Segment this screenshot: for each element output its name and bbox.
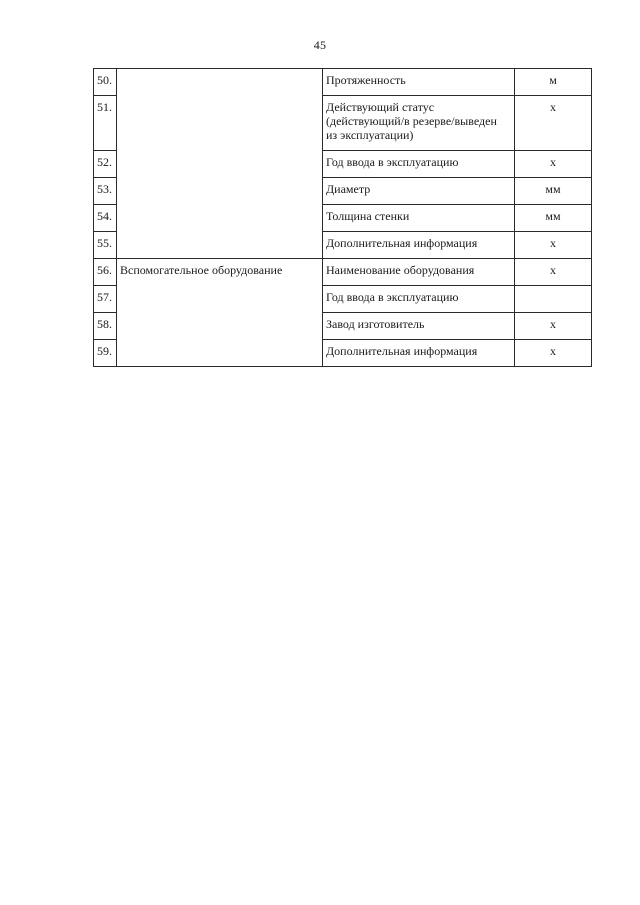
row-number: 50. bbox=[94, 69, 117, 96]
row-number: 55. bbox=[94, 232, 117, 259]
field-name: Завод изготовитель bbox=[323, 313, 515, 340]
field-name: Действующий статус (действующий/в резерве/выведен из эксплуатации) bbox=[323, 96, 515, 151]
unit-cell: х bbox=[515, 340, 592, 367]
field-name: Дополнительная информация bbox=[323, 232, 515, 259]
table-row bbox=[94, 259, 592, 286]
unit-cell: х bbox=[515, 232, 592, 259]
field-name: Год ввода в эксплуатацию bbox=[323, 151, 515, 178]
field-name: Год ввода в эксплуатацию bbox=[323, 286, 515, 313]
unit-cell: м bbox=[515, 69, 592, 96]
unit-cell: х bbox=[515, 96, 592, 151]
group-cell: Вспомогательное оборудование bbox=[117, 259, 323, 367]
group-cell bbox=[117, 69, 323, 259]
table-row bbox=[94, 69, 592, 96]
unit-cell bbox=[515, 286, 592, 313]
row-number: 52. bbox=[94, 151, 117, 178]
row-number: 54. bbox=[94, 205, 117, 232]
row-number: 53. bbox=[94, 178, 117, 205]
field-name: Дополнительная информация bbox=[323, 340, 515, 367]
field-name: Диаметр bbox=[323, 178, 515, 205]
row-number: 51. bbox=[94, 96, 117, 151]
unit-cell: мм bbox=[515, 205, 592, 232]
equipment-attributes-table bbox=[93, 68, 592, 367]
field-name: Толщина стенки bbox=[323, 205, 515, 232]
row-number: 58. bbox=[94, 313, 117, 340]
page-number: 45 bbox=[313, 38, 327, 52]
unit-cell: х bbox=[515, 151, 592, 178]
unit-cell: х bbox=[515, 313, 592, 340]
field-name: Наименование оборудования bbox=[323, 259, 515, 286]
field-name: Протяженность bbox=[323, 69, 515, 96]
unit-cell: мм bbox=[515, 178, 592, 205]
unit-cell: х bbox=[515, 259, 592, 286]
row-number: 56. bbox=[94, 259, 117, 286]
row-number: 57. bbox=[94, 286, 117, 313]
row-number: 59. bbox=[94, 340, 117, 367]
